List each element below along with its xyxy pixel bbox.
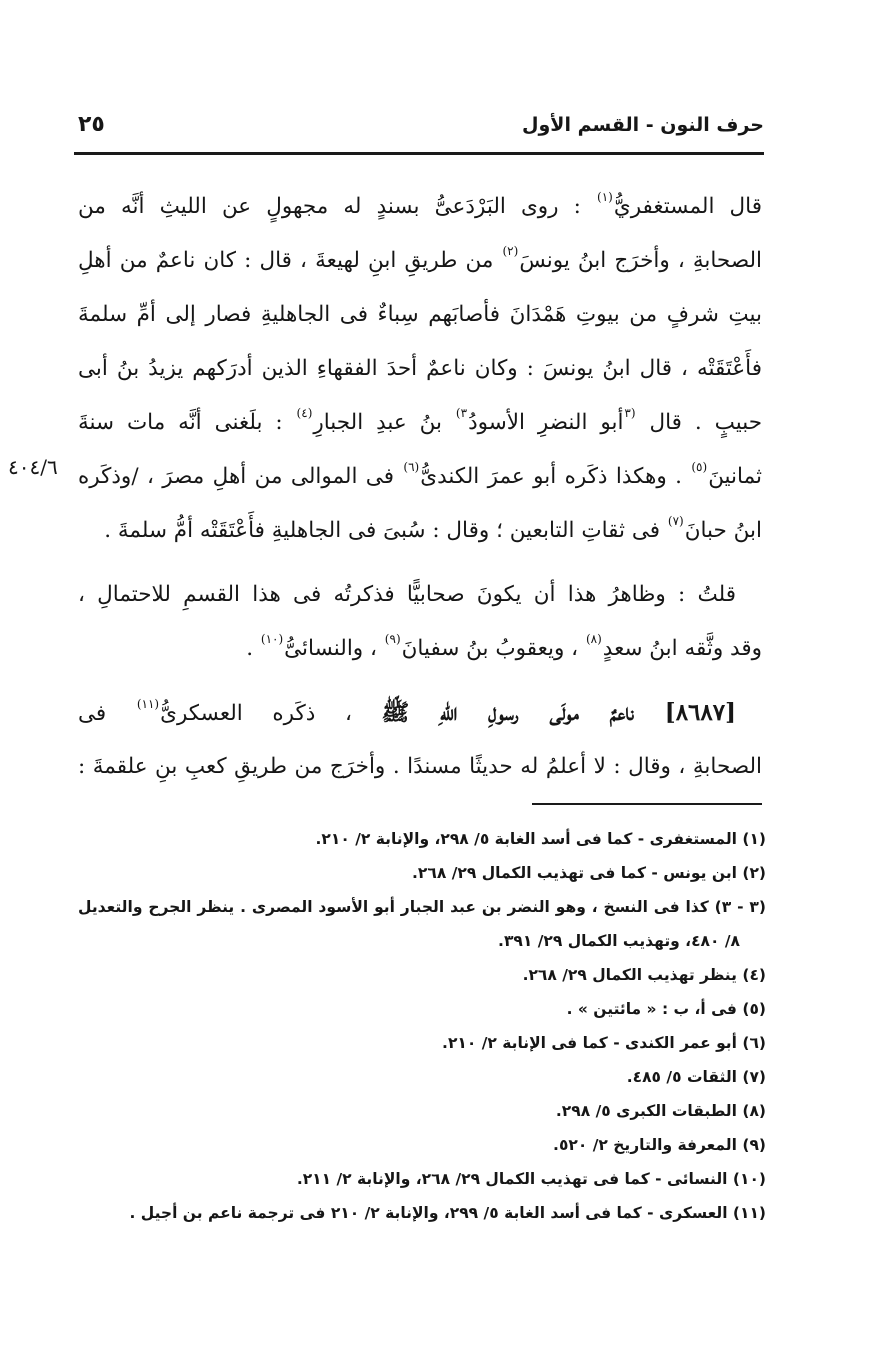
footnote-continuation: ٨/ ٤٨٠، وتهذيب الكمال ٢٩/ ٣٩١. <box>498 932 740 950</box>
text-line: قال المستغفريُّ$^{(١)}$ : روى البَرْدَعىُّ بسندٍ له مجهولٍ عن الليثِ أنَّه من <box>78 190 762 219</box>
footnote-marker[interactable]: (٤) <box>296 406 313 420</box>
footnote-marker[interactable]: ٣) <box>455 406 468 420</box>
footnote: (٣ - ٣) كذا فى النسخ ، وهو النضر بن عبد الجبار أبو الأسود المصرى . ينظر الجرح والتعديل <box>78 898 766 916</box>
text-line: الصحابةِ ، وأخرَج ابنُ يونسَ$^{(٢)}$ من طريقِ ابنِ لهيعةَ ، قال : كان ناعمٌ من أهلِ <box>78 244 762 273</box>
entry-heading: [٨٦٨٧] ناعمٌ مولَى رسولِ اللهِ ﷺ <box>381 699 736 726</box>
page-number: ٢٥ <box>78 112 105 137</box>
text-line: بيتِ شرفٍ من بيوتِ هَمْدَانَ فأصابَهم سِباءٌ فى الجاهليةِ فصار إلى أمِّ سلمةَ <box>78 302 762 327</box>
footnote: (٥) فى أ، ب : « مائتين » . <box>566 1000 766 1018</box>
footnote: (٢) ابن يونس - كما فى تهذيب الكمال ٢٩/ ٢٦٨. <box>412 864 766 882</box>
footnote-marker[interactable]: (١١) <box>136 697 160 711</box>
running-head <box>74 108 764 148</box>
text-line: وقد وثَّقه ابنُ سعدٍ$^{(٨)}$ ، ويعقوبُ بنُ سفيانَ$^{(٩)}$ ، والنسائىُّ$^{(١٠)}$ . <box>246 632 762 661</box>
text-line: فأَعْتَقَتْه ، قال ابنُ يونسَ : وكان ناعمٌ أحدَ الفقهاءِ الذين أدرَكهم يزيدُ بنُ أبى <box>78 356 762 381</box>
footnote-marker[interactable]: (٢) <box>502 244 519 258</box>
footnote: (٤) ينظر تهذيب الكمال ٢٩/ ٢٦٨. <box>522 966 766 984</box>
text-line: الصحابةِ ، وقال : لا أعلمُ له حديثًا مسندًا . وأخرَج من طريقِ كعبِ بنِ علقمةَ : <box>78 754 762 779</box>
footnote-marker[interactable]: (١) <box>597 190 613 204</box>
footnotes <box>78 822 766 1230</box>
footnote: (٩) المعرفة والتاريخ ٢/ ٥٢٠. <box>553 1136 766 1154</box>
header-rule <box>74 152 764 155</box>
text-line: ثمانينَ$^{(٥)}$ . وهكذا ذكَره أبو عمرَ الكندىُّ$^{(٦)}$ فى الموالى من أهلِ مصرَ ، /وذكَره <box>78 460 762 489</box>
footnote: (١٠) النسائى - كما فى تهذيب الكمال ٢٩/ ٢٦٨، والإنابة ٢/ ٢١١. <box>296 1170 766 1188</box>
footnote-marker[interactable]: (١٠) <box>260 632 284 646</box>
footnote-rule <box>532 803 762 805</box>
text-line: حبيبٍ . قال $^{(٣}$أبو النضرِ الأسودُ$^{٣)}$ بنُ عبدِ الجبارِ$^{(٤)}$ : بلَغنى أنَّه مات سنةَ <box>78 406 762 435</box>
running-title: حرف النون - القسم الأول <box>522 114 764 136</box>
text-line: قلتُ : وظاهرُ هذا أن يكونَ صحابيًّا فذكرتُه فى هذا القسمِ للاحتمالِ ، <box>78 582 736 607</box>
footnote: (١١) العسكرى - كما فى أسد الغابة ٥/ ٢٩٩، والإنابة ٢/ ٢١٠ فى ترجمة ناعم بن أجيل . <box>129 1204 766 1222</box>
text-line: [٨٦٨٧] ناعمٌ مولَى رسولِ اللهِ ﷺ ، ذكَره العسكرىُّ$^{(١١)}$ فى <box>78 697 736 726</box>
footnote-marker[interactable]: (٣ <box>624 406 636 420</box>
text-line: ابنُ حبانَ$^{(٧)}$ فى ثقاتِ التابعين ؛ وقال : سُبىَ فى الجاهليةِ فأَعْتَقَتْه أمُّ سلمةَ . <box>104 514 762 543</box>
footnote-marker[interactable]: (٦) <box>403 460 420 474</box>
footnote: (٦) أبو عمر الكندى - كما فى الإنابة ٢/ ٢١٠. <box>442 1034 766 1052</box>
footnote: (٨) الطبقات الكبرى ٥/ ٢٩٨. <box>555 1102 766 1120</box>
footnote: (١) المستغفرى - كما فى أسد الغابة ٥/ ٢٩٨، والإنابة ٢/ ٢١٠. <box>315 830 766 848</box>
margin-reference: ٤٠٤/٦ <box>8 455 58 479</box>
footnote-marker[interactable]: (٩) <box>384 632 401 646</box>
footnote-marker[interactable]: (٧) <box>667 514 684 528</box>
footnote-marker[interactable]: (٥) <box>691 460 708 474</box>
footnote-marker[interactable]: (٨) <box>585 632 602 646</box>
main-text <box>78 180 762 794</box>
footnote: (٧) الثقات ٥/ ٤٨٥. <box>626 1068 766 1086</box>
